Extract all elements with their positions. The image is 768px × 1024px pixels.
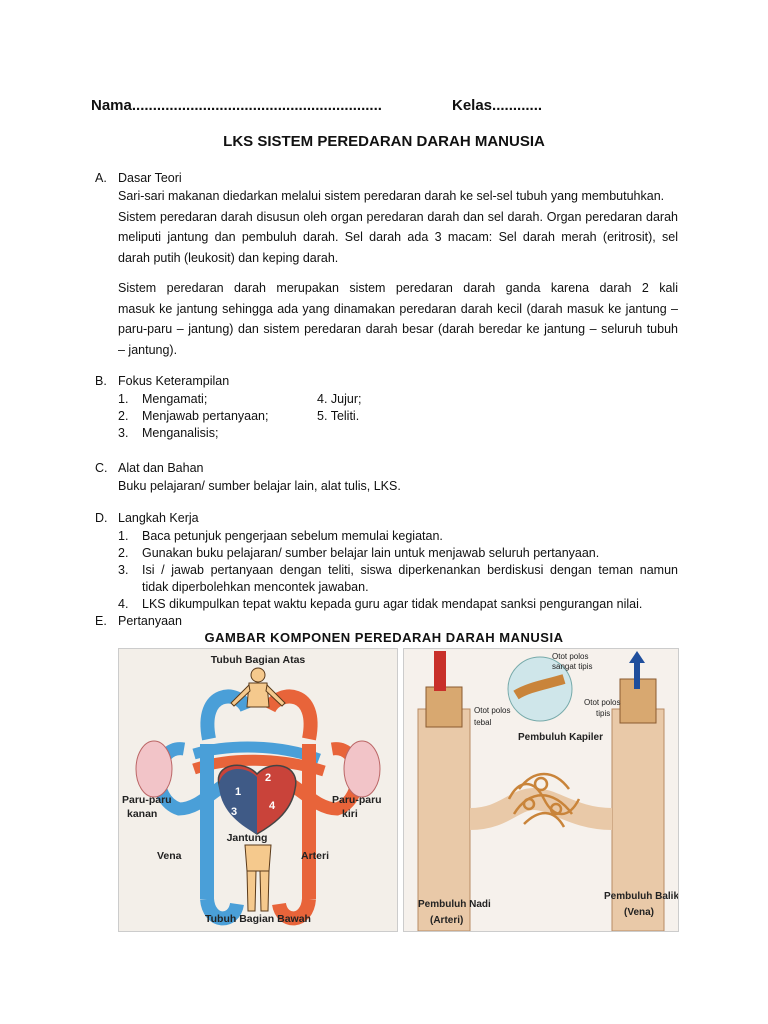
section-d-title: Langkah Kerja bbox=[118, 511, 199, 525]
class-field-label: Kelas............ bbox=[452, 97, 543, 114]
section-b-letter: B. bbox=[95, 374, 107, 388]
circulation-diagram bbox=[118, 648, 398, 932]
list-item: 3. Isi / jawab pertanyaan dengan teliti, siswa diperkenankan berdiskusi dengan teman namun bbox=[118, 563, 678, 577]
text-line: – jantung). bbox=[118, 342, 178, 357]
section-c-title: Alat dan Bahan bbox=[118, 461, 204, 475]
section-c-text: Buku pelajaran/ sumber belajar lain, alat tulis, LKS. bbox=[118, 479, 401, 493]
lower-body-label: Tubuh Bagian Bawah bbox=[205, 913, 311, 925]
section-e-letter: E. bbox=[95, 614, 107, 628]
left-lung-label-2: kiri bbox=[342, 808, 358, 820]
artery-label: Pembuluh Nadi bbox=[418, 899, 491, 910]
section-e-title: Pertanyaan bbox=[118, 614, 182, 628]
thin-muscle2-label-2: tipis bbox=[596, 709, 611, 718]
skills-list-right bbox=[317, 391, 362, 425]
thick-muscle-label-2: tebal bbox=[474, 718, 492, 727]
right-lung-label-2: kanan bbox=[127, 808, 158, 820]
blood-vessels-svg bbox=[404, 649, 678, 931]
upper-vein-loop bbox=[207, 697, 247, 739]
thin-muscle-label-2: sangat tipis bbox=[552, 662, 593, 671]
artery-blood-arrow bbox=[434, 651, 446, 691]
artery-cross-section bbox=[426, 687, 462, 727]
left-lung-label: Paru-paru bbox=[332, 794, 382, 806]
section-a-paragraph-1 bbox=[118, 186, 678, 268]
chamber-3-label: 3 bbox=[231, 806, 238, 818]
list-item: 4. Jujur; bbox=[317, 392, 362, 406]
chamber-4-label: 4 bbox=[269, 800, 276, 812]
connecting-vessel bbox=[470, 799, 612, 819]
figure-title: GAMBAR KOMPONEN PEREDARAH DARAH MANUSIA bbox=[204, 630, 564, 645]
blood-vessels-diagram bbox=[403, 648, 679, 932]
upper-body-label: Tubuh Bagian Atas bbox=[210, 654, 306, 666]
circulation-diagram-svg bbox=[119, 649, 397, 931]
section-c-letter: C. bbox=[95, 461, 108, 475]
artery-label-2: (Arteri) bbox=[430, 915, 464, 926]
name-field-label: Nama............................................................ bbox=[91, 97, 382, 114]
text-line: Sari-sari makanan diedarkan melalui sistem peredaran darah ke sel-sel tubuh yang membutuhkan. bbox=[118, 189, 665, 203]
capillary-label: Pembuluh Kapiler bbox=[518, 732, 604, 743]
thick-muscle-label: Otot polos bbox=[474, 706, 511, 715]
list-item: 4. LKS dikumpulkan tepat waktu kepada guru agar tidak mendapat sanksi pengurangan nilai. bbox=[118, 597, 643, 611]
list-item-continuation: tidak diperbolehkan mencontek jawaban. bbox=[142, 580, 369, 594]
list-item: 1. Mengamati; bbox=[118, 392, 208, 406]
left-lung bbox=[344, 741, 380, 797]
list-item: 1. Baca petunjuk pengerjaan sebelum memulai kegiatan. bbox=[118, 529, 443, 543]
list-item: 5. Teliti. bbox=[317, 409, 360, 423]
artery-label: Arteri bbox=[301, 850, 330, 862]
vein-label: Pembuluh Balik bbox=[604, 891, 678, 902]
thin-muscle2-label: Otot polos bbox=[584, 698, 621, 707]
chamber-2-label: 2 bbox=[265, 772, 272, 784]
vein-label: Vena bbox=[157, 850, 182, 862]
section-b-title: Fokus Keterampilan bbox=[118, 374, 230, 388]
thin-muscle-label: Otot polos bbox=[552, 652, 589, 661]
text-line: meliputi jantung dan pembuluh darah. Sel darah ada 3 macam: Sel darah merah (eritrosit), sel bbox=[118, 230, 678, 244]
section-d-letter: D. bbox=[95, 511, 108, 525]
text-line: darah putih (leukosit) dan keping darah. bbox=[118, 250, 339, 265]
text-line: masuk ke jantung sehingga ada yang dinamakan peredaran darah kecil (darah masuk ke jantung – bbox=[118, 301, 678, 316]
artery-tube bbox=[418, 709, 470, 931]
page-title: LKS SISTEM PEREDARAN DARAH MANUSIA bbox=[223, 133, 545, 150]
section-a-letter: A. bbox=[95, 171, 107, 185]
heart-label: Jantung bbox=[226, 832, 268, 844]
upper-artery-loop bbox=[269, 697, 311, 739]
text-line: Sistem peredaran darah merupakan sistem peredaran darah ganda karena darah 2 kali bbox=[118, 281, 678, 295]
section-a-paragraph-2 bbox=[118, 278, 678, 360]
list-item: 2. Menjawab pertanyaan; bbox=[118, 409, 269, 423]
lower-body-figure bbox=[245, 845, 271, 911]
heart-right-side bbox=[219, 769, 257, 834]
list-item: 3. Menganalisis; bbox=[118, 426, 219, 440]
chamber-1-label: 1 bbox=[235, 786, 242, 798]
text-line: paru-paru – jantung) dan sistem peredaran darah besar (darah beredar ke jantung – seluruh tubuh bbox=[118, 322, 678, 336]
right-lung bbox=[136, 741, 172, 797]
text-line: Sistem peredaran darah disusun oleh organ peredaran darah dan sel darah. Organ peredaran darah bbox=[118, 209, 678, 224]
skills-list-left bbox=[118, 391, 268, 442]
section-a-title: Dasar Teori bbox=[118, 171, 182, 185]
upper-body-figure bbox=[231, 668, 285, 707]
steps-list bbox=[118, 528, 678, 613]
vein-label-2: (Vena) bbox=[624, 907, 655, 918]
list-item: 2. Gunakan buku pelajaran/ sumber belajar lain untuk menjawab seluruh pertanyaan. bbox=[118, 546, 600, 560]
right-lung-label: Paru-paru bbox=[122, 794, 172, 806]
